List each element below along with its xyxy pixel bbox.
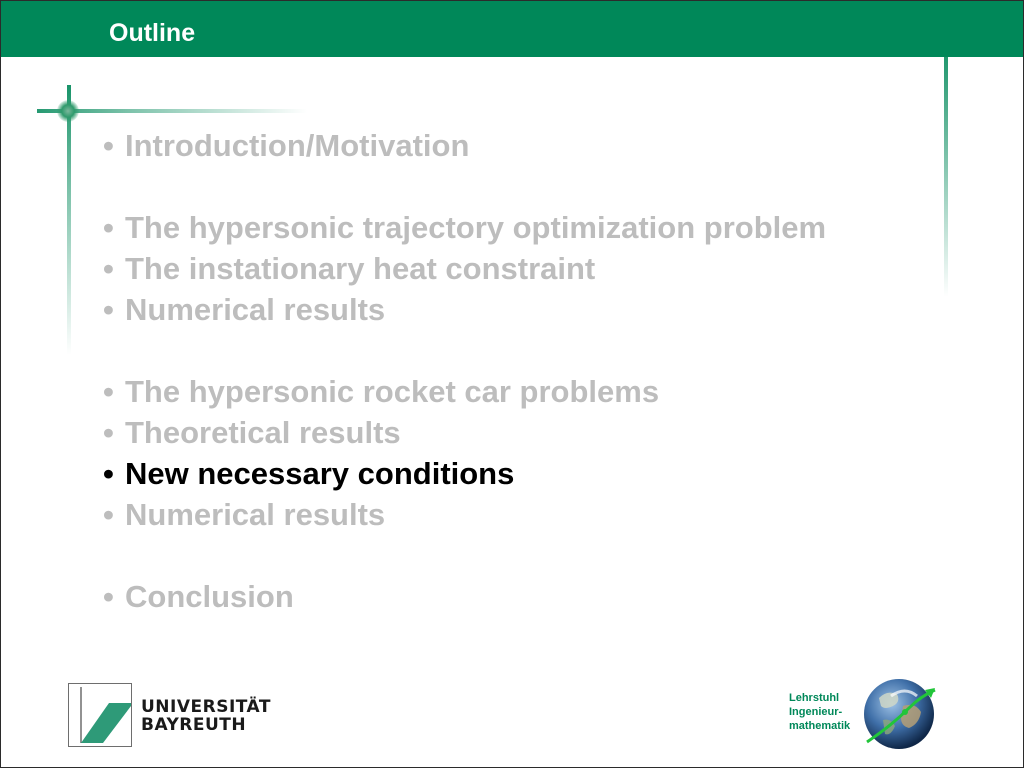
- bullet: •: [103, 456, 114, 491]
- slide-title: Outline: [109, 19, 196, 47]
- outline-item-label: Numerical results: [125, 292, 386, 327]
- outline-item-label: Theoretical results: [125, 415, 401, 450]
- bullet: •: [103, 128, 114, 163]
- chair-name-line1: Lehrstuhl: [789, 692, 840, 704]
- chair-name-line2: Ingenieur-: [789, 706, 843, 718]
- bullet: •: [103, 210, 114, 245]
- university-logo-icon: [68, 683, 132, 747]
- bullet: •: [103, 497, 114, 532]
- bullet: •: [103, 292, 114, 327]
- outline-item-label: The hypersonic trajectory optimization problem: [125, 210, 827, 245]
- outline-item-introduction: [103, 125, 826, 166]
- decorative-vertical-line: [67, 85, 71, 355]
- bullet: •: [103, 579, 114, 614]
- outline-item-label: New necessary conditions: [125, 456, 515, 491]
- bullet: •: [103, 415, 114, 450]
- outline-item-label: The instationary heat constraint: [125, 251, 596, 286]
- globe-logo-icon: [861, 676, 937, 752]
- outline-item-trajectory-problem: [103, 207, 826, 248]
- outline-item-label: Numerical results: [125, 497, 386, 532]
- bullet: •: [103, 374, 114, 409]
- decorative-right-line: [944, 47, 948, 297]
- outline-item-rocket-car: [103, 371, 826, 412]
- university-name-line2: BAYREUTH: [141, 715, 247, 735]
- outline-item-numerical-results-1: [103, 289, 826, 330]
- outline-item-theoretical-results: [103, 412, 826, 453]
- outline-item-label: Introduction/Motivation: [125, 128, 470, 163]
- decorative-dot: [57, 100, 79, 122]
- outline-item-necessary-conditions: [103, 453, 826, 494]
- outline-item-conclusion: [103, 576, 826, 617]
- university-name-line1: UNIVERSITÄT: [141, 697, 271, 717]
- bullet: •: [103, 251, 114, 286]
- outline-item-label: Conclusion: [125, 579, 294, 614]
- university-name: [141, 698, 271, 734]
- outline-item-heat-constraint: [103, 248, 826, 289]
- title-bar: [1, 1, 1023, 57]
- chair-name-line3: mathematik: [789, 720, 851, 732]
- chair-name: [789, 691, 850, 733]
- outline-item-numerical-results-2: [103, 494, 826, 535]
- outline-list: [103, 125, 826, 617]
- outline-item-label: The hypersonic rocket car problems: [125, 374, 660, 409]
